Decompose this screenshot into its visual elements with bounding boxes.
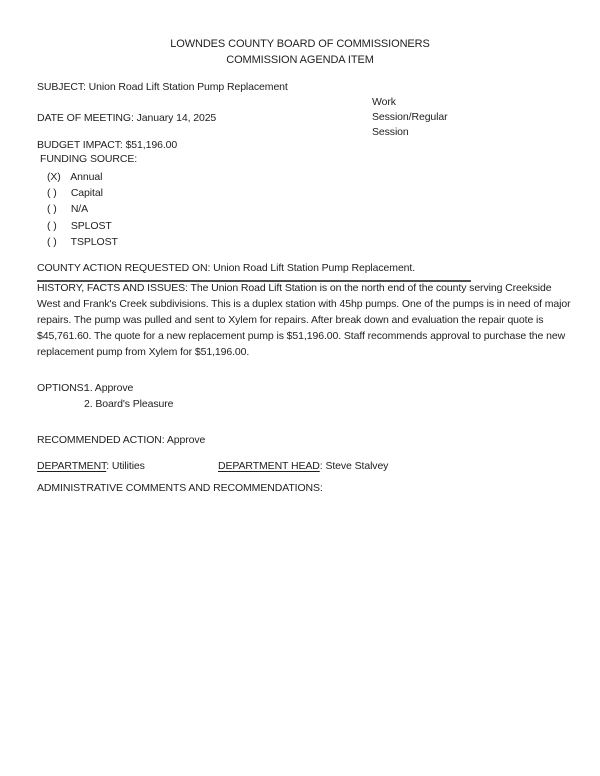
- department-head-value: Steve Stalvey: [325, 460, 389, 472]
- options-items: [84, 381, 173, 412]
- county-action-line: [37, 261, 471, 282]
- options-block: [37, 381, 173, 412]
- session-line: Work: [372, 96, 396, 108]
- budget-impact-value: $51,196.00: [125, 139, 178, 151]
- date-of-meeting-label: DATE OF MEETING:: [37, 112, 134, 124]
- funding-option-label: TSPLOST: [70, 235, 118, 248]
- county-action-label: COUNTY ACTION REQUESTED ON:: [37, 262, 211, 274]
- funding-option-row: [47, 218, 118, 234]
- checkbox-unchecked: ( ): [47, 219, 57, 232]
- session-line: Session/Regular: [372, 111, 448, 123]
- funding-option-row: [47, 234, 118, 250]
- department-head-label: DEPARTMENT HEAD: [218, 460, 320, 472]
- document-header: [0, 36, 600, 68]
- subject-line: [37, 80, 288, 96]
- recommended-action-line: [37, 433, 205, 449]
- funding-option-row: [47, 169, 118, 185]
- checkbox-unchecked: ( ): [47, 203, 57, 216]
- recommended-action-label: RECOMMENDED ACTION:: [37, 434, 165, 446]
- department-head-colon: :: [319, 460, 323, 472]
- administrative-comments-label: ADMINISTRATIVE COMMENTS AND RECOMMENDATIONS:: [37, 482, 323, 494]
- funding-option-label: Capital: [70, 187, 103, 200]
- history-facts-issues-paragraph: [37, 280, 577, 360]
- checkbox-unchecked: ( ): [47, 235, 57, 248]
- option-item: 2. Board's Pleasure: [84, 397, 174, 410]
- department-value: Utilities: [111, 460, 145, 472]
- option-item: 1. Approve: [84, 382, 134, 394]
- subject-value: Union Road Lift Station Pump Replacement: [88, 81, 288, 93]
- subject-label: SUBJECT:: [37, 81, 86, 93]
- funding-source-label: FUNDING SOURCE:: [40, 153, 138, 165]
- recommended-action-value: Approve: [166, 434, 206, 446]
- history-label: HISTORY, FACTS AND ISSUES:: [37, 282, 188, 294]
- options-label: OPTIONS:: [37, 382, 87, 394]
- department-label: DEPARTMENT: [37, 460, 107, 472]
- header-line-2: COMMISSION AGENDA ITEM: [226, 54, 374, 66]
- funding-option-label: Annual: [70, 171, 103, 183]
- session-line: Session: [372, 126, 409, 138]
- date-of-meeting-value: January 14, 2025: [136, 112, 217, 124]
- header-line-1: LOWNDES COUNTY BOARD OF COMMISSIONERS: [170, 38, 430, 50]
- checkbox-checked: (X): [47, 171, 61, 183]
- department-line: [37, 460, 145, 472]
- department-head-line: [218, 459, 388, 475]
- department-row: [37, 459, 600, 475]
- funding-source-options: [47, 169, 118, 250]
- funding-option-label: N/A: [70, 203, 89, 216]
- session-type-block: [372, 95, 448, 140]
- funding-option-label: SPLOST: [70, 219, 112, 232]
- department-colon: :: [106, 460, 110, 472]
- funding-option-row: [47, 185, 118, 201]
- funding-option-row: [47, 201, 118, 217]
- history-text: The Union Road Lift Station is on the north end of the county serving Creekside West and Frank's Creek subdivisions. This is a duplex station with 45hp pumps. One of the pumps is in need of major repairs. The pump was pulled and sent to Xylem for repairs. After break down and evaluation the repair quote is $45,761.60. The quote for a new replacement pump is $51,196.00. Staff recommends approval to purchase the new replacement pump from Xylem for $51,196.00.: [37, 282, 571, 358]
- date-of-meeting-line: [37, 111, 216, 127]
- checkbox-unchecked: ( ): [47, 187, 57, 200]
- county-action-value: Union Road Lift Station Pump Replacement.: [213, 262, 416, 274]
- budget-impact-label: BUDGET IMPACT:: [37, 139, 123, 151]
